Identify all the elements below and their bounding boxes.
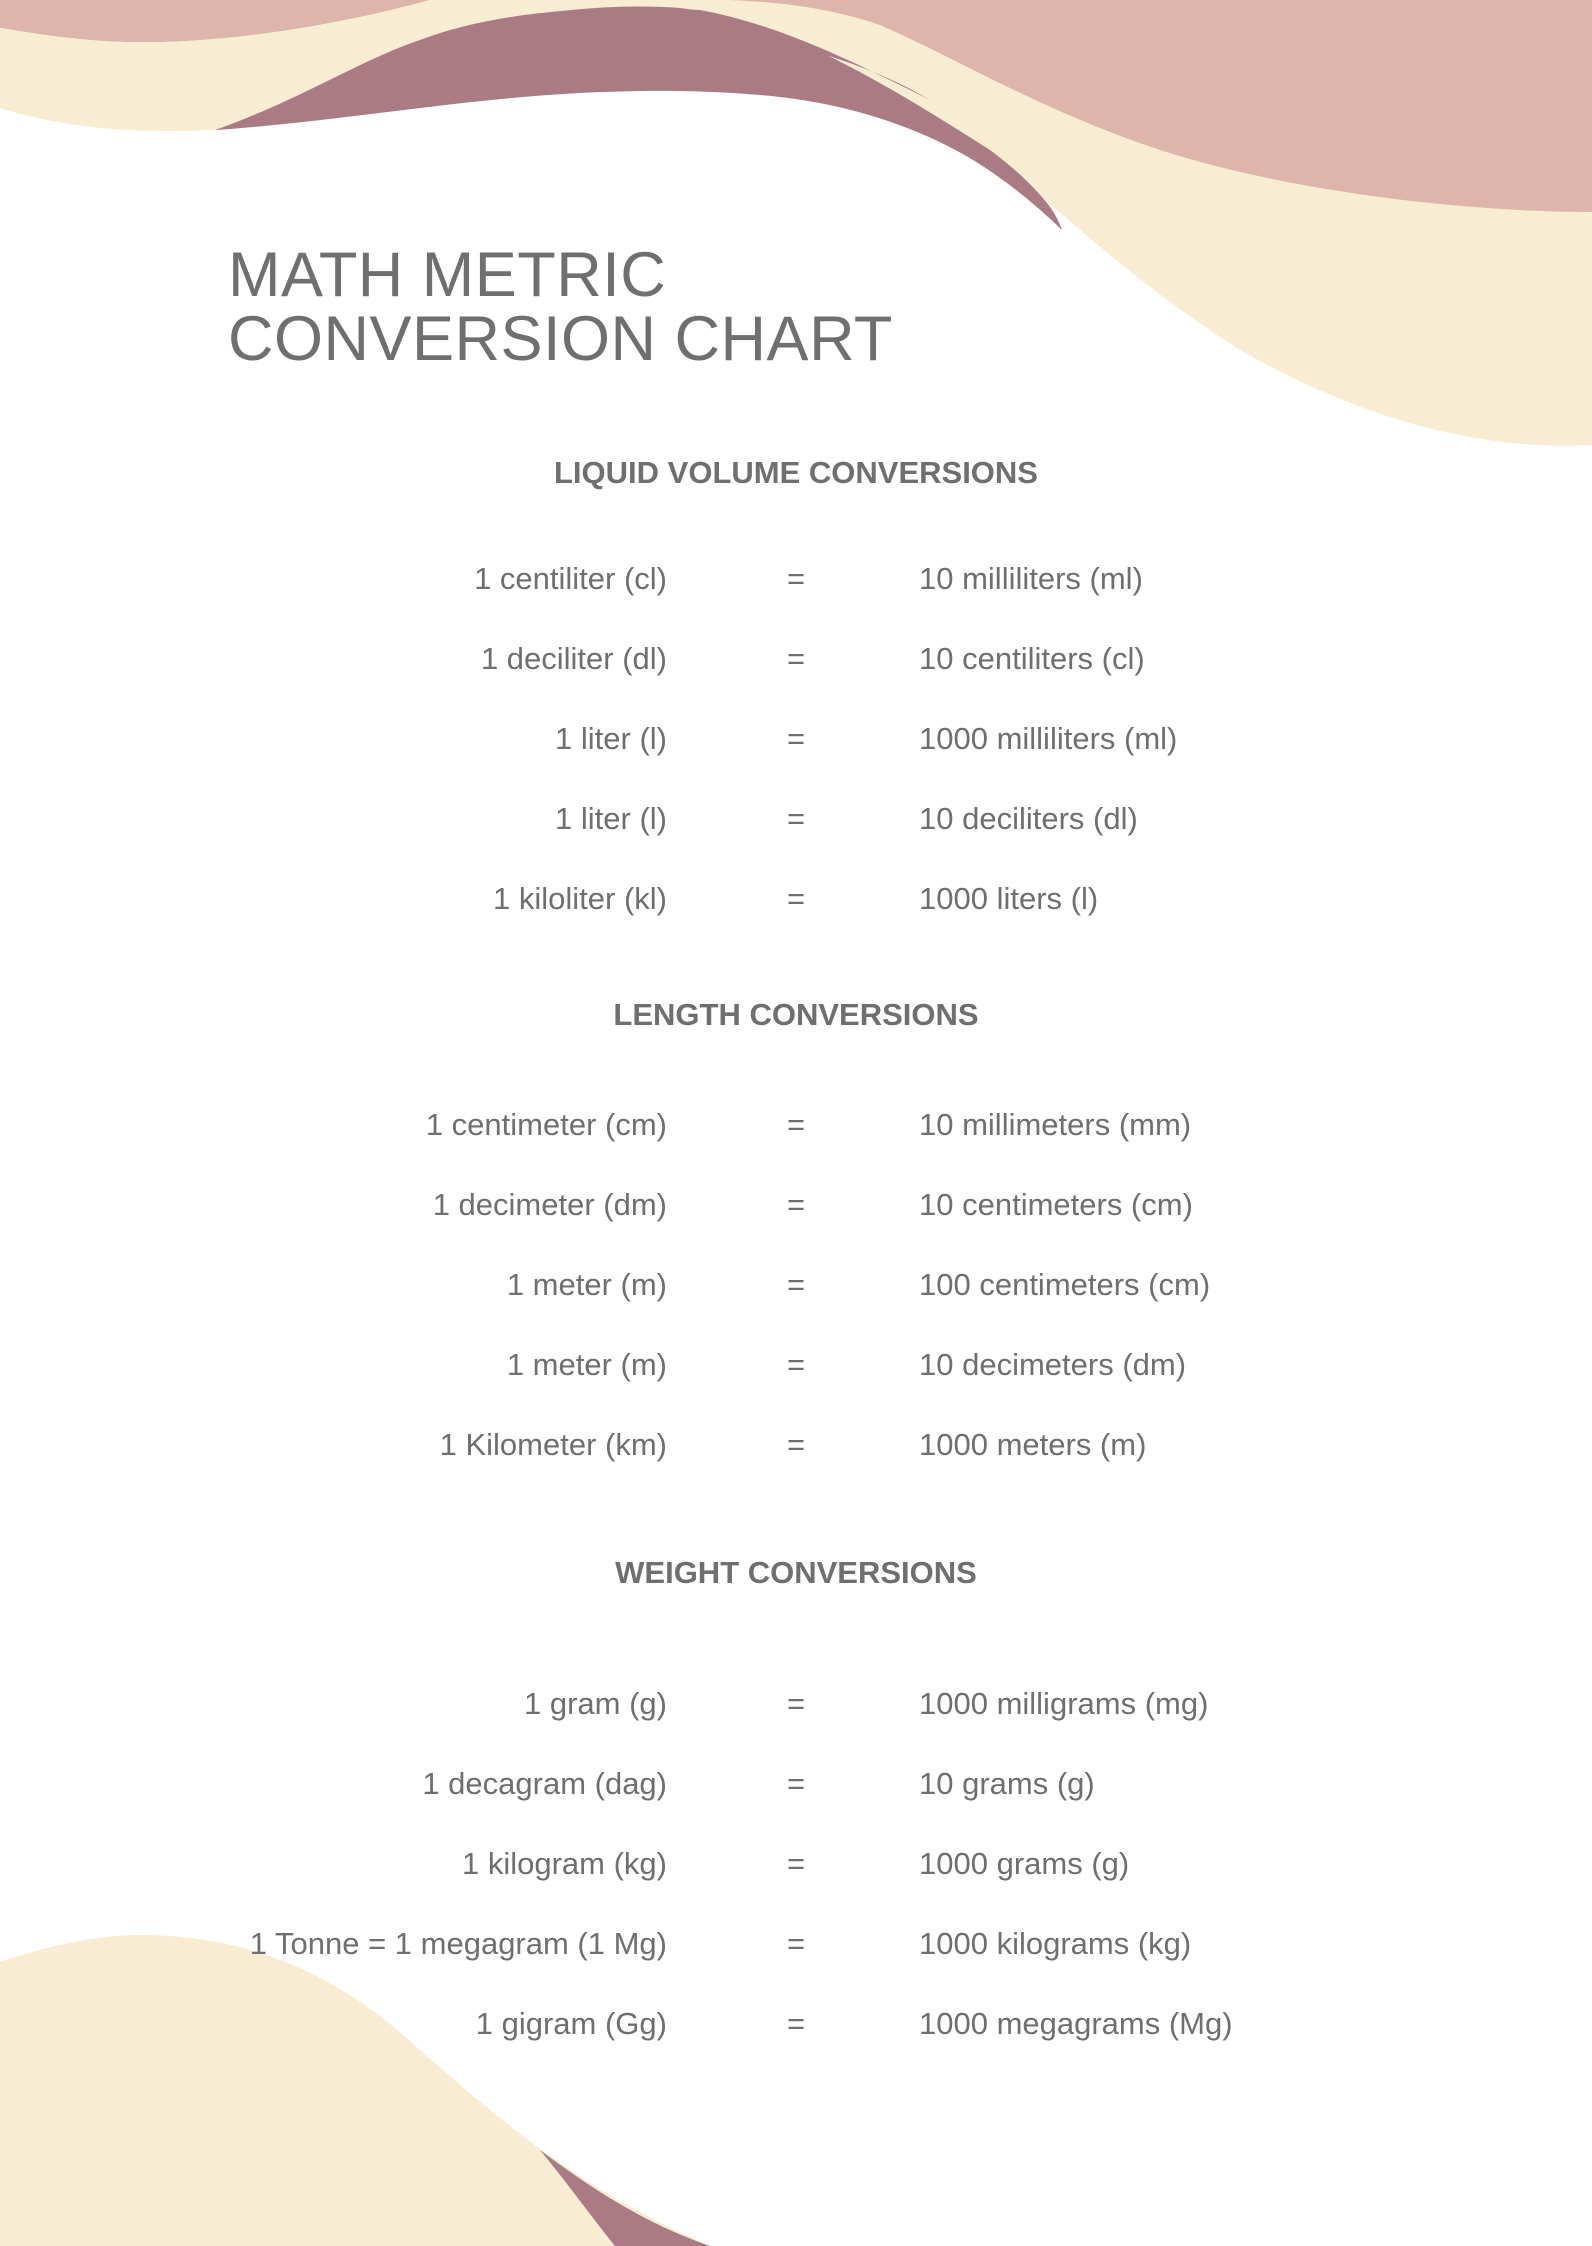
conversion-row (0, 1187, 1592, 1267)
conversion-to: 1000 liters (l) (919, 881, 1099, 916)
conversion-row (0, 1427, 1592, 1507)
conversion-to: 10 millimeters (mm) (919, 1107, 1192, 1142)
equals-sign: = (786, 1267, 806, 1302)
equals-sign: = (786, 2006, 806, 2041)
conversion-from: 1 meter (m) (506, 1267, 667, 1302)
liquid-volume-conversion-list (0, 561, 1592, 961)
conversion-from: 1 centiliter (cl) (474, 561, 667, 596)
conversion-to: 10 milliliters (ml) (919, 561, 1143, 596)
conversion-to: 100 centimeters (cm) (919, 1267, 1211, 1302)
conversion-to: 1000 grams (g) (919, 1846, 1130, 1881)
conversion-row (0, 721, 1592, 801)
conversion-row (0, 1107, 1592, 1187)
equals-sign: = (786, 881, 806, 916)
conversion-row (0, 1267, 1592, 1347)
conversion-from: 1 decimeter (dm) (432, 1187, 667, 1222)
equals-sign: = (786, 641, 806, 676)
conversion-row (0, 2006, 1592, 2086)
conversion-to: 10 centimeters (cm) (919, 1187, 1193, 1222)
conversion-row (0, 1926, 1592, 2006)
conversion-to: 10 deciliters (dl) (919, 801, 1138, 836)
conversion-row (0, 1766, 1592, 1846)
conversion-row (0, 1846, 1592, 1926)
conversion-row (0, 641, 1592, 721)
conversion-from: 1 liter (l) (555, 801, 667, 836)
document-title (228, 240, 893, 374)
conversion-from: 1 centimeter (cm) (425, 1107, 667, 1142)
conversion-from: 1 deciliter (dl) (480, 641, 667, 676)
conversion-to: 1000 milliliters (ml) (919, 721, 1178, 756)
equals-sign: = (786, 1427, 806, 1462)
conversion-to: 1000 milligrams (mg) (919, 1686, 1209, 1721)
equals-sign: = (786, 1846, 806, 1881)
conversion-row (0, 881, 1592, 961)
conversion-to: 1000 kilograms (kg) (919, 1926, 1192, 1961)
equals-sign: = (786, 1107, 806, 1142)
conversion-from: 1 gigram (Gg) (475, 2006, 667, 2041)
equals-sign: = (786, 1187, 806, 1222)
equals-sign: = (786, 1347, 806, 1382)
conversion-from: 1 liter (l) (555, 721, 667, 756)
conversion-row (0, 801, 1592, 881)
equals-sign: = (786, 1686, 806, 1721)
conversion-from: 1 gram (g) (524, 1686, 667, 1721)
title-line-2: CONVERSION CHART (228, 304, 893, 374)
equals-sign: = (786, 801, 806, 836)
length-conversion-list (0, 1107, 1592, 1507)
conversion-from: 1 kiloliter (kl) (493, 881, 667, 916)
equals-sign: = (786, 1926, 806, 1961)
conversion-to: 10 centiliters (cl) (919, 641, 1145, 676)
conversion-from: 1 kilogram (kg) (462, 1846, 667, 1881)
conversion-row (0, 1347, 1592, 1427)
conversion-to: 1000 megagrams (Mg) (919, 2006, 1233, 2041)
conversion-row (0, 1686, 1592, 1766)
conversion-to: 10 grams (g) (919, 1766, 1095, 1801)
title-line-1: MATH METRIC (228, 240, 667, 310)
equals-sign: = (786, 561, 806, 596)
section-heading-length: LENGTH CONVERSIONS (613, 997, 979, 1032)
conversion-from: 1 decagram (dag) (422, 1766, 667, 1801)
section-heading-weight: WEIGHT CONVERSIONS (615, 1555, 977, 1590)
conversion-from: 1 Tonne = 1 megagram (1 Mg) (249, 1926, 667, 1961)
section-heading-liquid-volume: LIQUID VOLUME CONVERSIONS (554, 455, 1038, 490)
conversion-from: 1 Kilometer (km) (439, 1427, 667, 1462)
equals-sign: = (786, 721, 806, 756)
conversion-to: 1000 meters (m) (919, 1427, 1147, 1462)
conversion-to: 10 decimeters (dm) (919, 1347, 1187, 1382)
conversion-from: 1 meter (m) (506, 1347, 667, 1382)
equals-sign: = (786, 1766, 806, 1801)
weight-conversion-list (0, 1686, 1592, 2086)
conversion-row (0, 561, 1592, 641)
